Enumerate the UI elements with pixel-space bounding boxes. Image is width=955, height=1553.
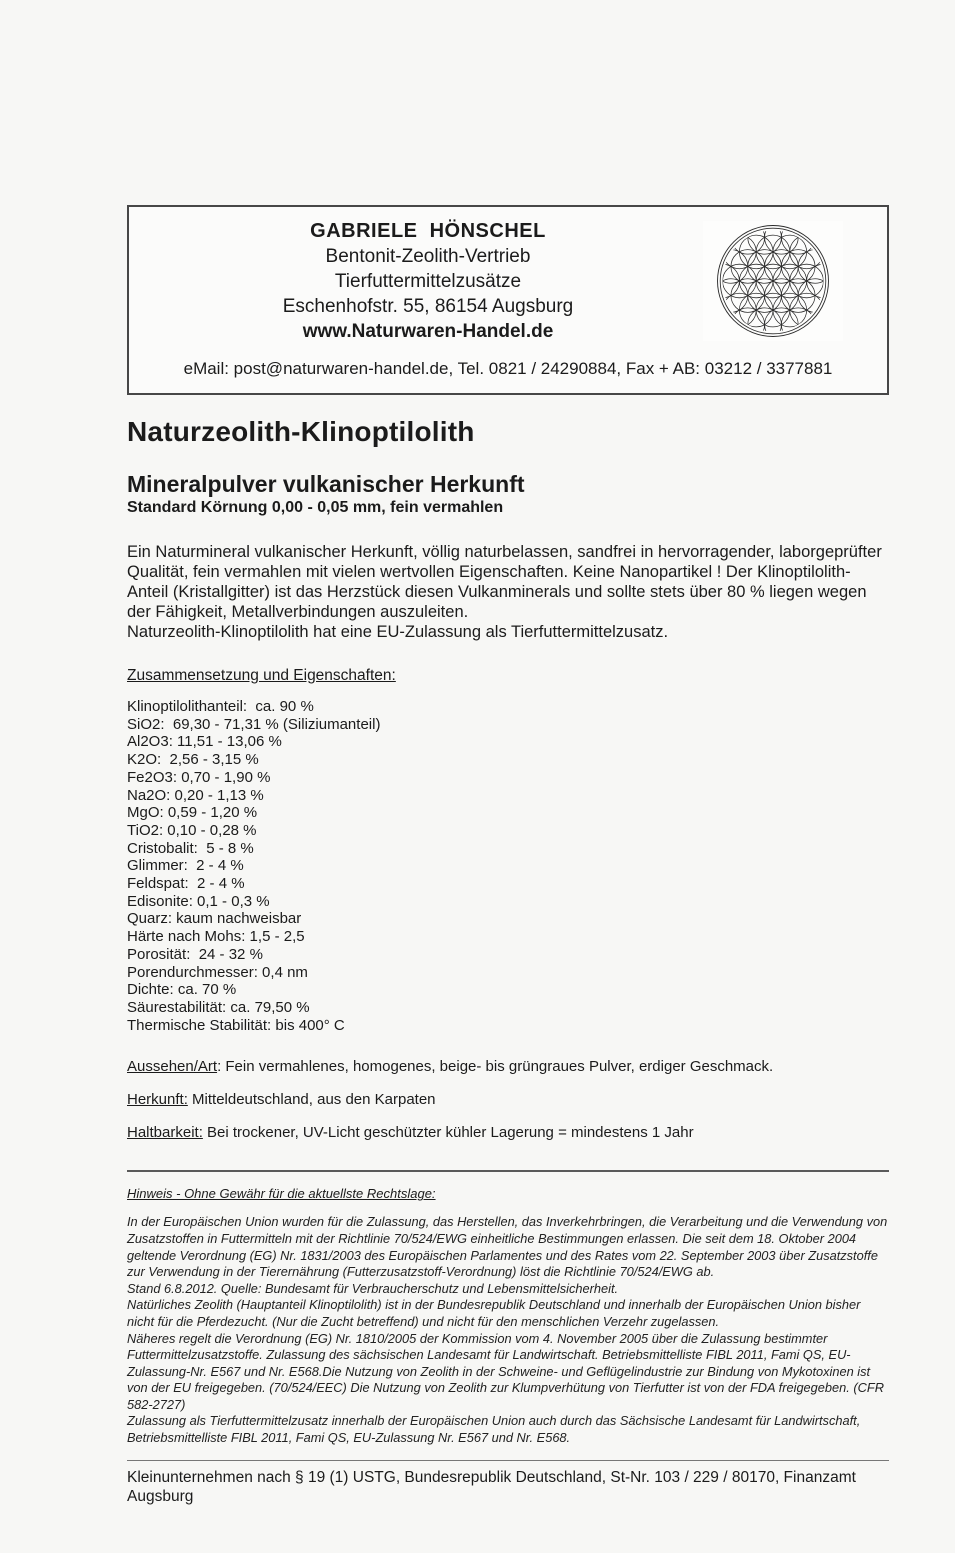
company-line-street: Eschenhofstr. 55, 86154 Augsburg bbox=[282, 296, 574, 317]
intro-paragraph: Naturzeolith-Klinoptilolith hat eine EU-Zulassung als Tierfuttermittelzusatz. bbox=[127, 623, 669, 641]
composition-item: Porendurchmesser: 0,4 nm bbox=[127, 963, 308, 981]
legal-paragraph: In der Europäischen Union wurden für die Zulassung, das Herstellen, das Inverkehrbringen, die Verarbeitung und die Verwendung von Zusatzstoffen in Futtermitteln mit der Richtlinie 70/524/EWG einheitliche Bestimmungen erlassen. Die seit dem 18. Oktober 2004 geltende Verordnung (EG) Nr. 1831/2003 des Europäischen Parlamentes und des Rates vom 22. September 2003 über Zusatzstoffe zur Verwendung in der Tierernährung (Futterzusatzstoff-Verordnung) löst die Richtlinie 70/524/EWG ab. bbox=[127, 1214, 888, 1280]
composition-heading: Zusammensetzung und Eigenschaften: bbox=[127, 667, 396, 684]
company-website: www.Naturwaren-Handel.de bbox=[302, 321, 554, 342]
section-divider-rule bbox=[127, 1170, 889, 1172]
composition-item: Härte nach Mohs: 1,5 - 2,5 bbox=[127, 928, 305, 946]
legal-paragraph: Stand 6.8.2012. Quelle: Bundesamt für Verbraucherschutz und Lebensmittelsicherheit. bbox=[127, 1280, 619, 1296]
composition-item: TiO2: 0,10 - 0,28 % bbox=[127, 821, 257, 839]
composition-item: K2O: 2,56 - 3,15 % bbox=[127, 751, 259, 769]
property-shelf-life bbox=[127, 1123, 889, 1143]
composition-list bbox=[127, 698, 889, 1034]
legal-paragraph: Näheres regelt die Verordnung (EG) Nr. 1810/2005 der Kommission vom 4. November 2005 über die Zulassung bestimmter Futtermittelzusatzstoffe. Zulassung des sächsischen Landesamt für Landwirtschaft. Betriebsmittelliste FIBL 2011, Fami QS, EU-Zulassung-Nr. E567 und Nr. E568.Die Nutzung von Zeolith in der Schweine- und Geflügelindustrie zur Bindung von Mykotoxinen ist von der EU freigegeben. (70/524/EEC) Die Nutzung von Zeolith zur Klumpverhütung von Tierfutter ist von der FDA freigegeben. (CFR 582-2727) bbox=[127, 1330, 884, 1412]
flower-of-life-logo bbox=[703, 221, 843, 341]
composition-item: Porosität: 24 - 32 % bbox=[127, 945, 263, 963]
property-label: Herkunft: bbox=[127, 1091, 188, 1109]
legal-heading: Hinweis - Ohne Gewähr für die aktuellste Rechtslage: bbox=[127, 1186, 436, 1202]
grain-size-line: Standard Körnung 0,00 - 0,05 mm, fein vermahlen bbox=[127, 499, 504, 516]
document-content bbox=[127, 0, 889, 1506]
intro-section bbox=[127, 542, 889, 642]
legal-paragraph: Natürliches Zeolith (Hauptanteil Klinoptilolith) ist in der Bundesrepublik Deutschland und innerhalb der Europäischen Union bisher nicht für die Pferdezucht. (Nur die Zucht betreffend) und nicht für den menschlichen Verzehr zugelassen. bbox=[127, 1297, 861, 1329]
property-value: Mitteldeutschland, aus den Karpaten bbox=[187, 1091, 436, 1109]
company-address-block bbox=[153, 219, 703, 344]
company-name: GABRIELE HÖNSCHEL bbox=[310, 220, 546, 242]
company-header-top bbox=[129, 207, 887, 344]
composition-item: Fe2O3: 0,70 - 1,90 % bbox=[127, 768, 271, 786]
property-appearance bbox=[127, 1057, 889, 1077]
composition-item: Feldspat: 2 - 4 % bbox=[127, 875, 245, 893]
company-header-box bbox=[127, 205, 889, 395]
composition-item: SiO2: 69,30 - 71,31 % (Siliziumanteil) bbox=[127, 715, 381, 733]
composition-item: Edisonite: 0,1 - 0,3 % bbox=[127, 892, 270, 910]
composition-item: Säurestabilität: ca. 79,50 % bbox=[127, 998, 310, 1016]
properties-section bbox=[127, 1057, 889, 1143]
composition-item: Al2O3: 11,51 - 13,06 % bbox=[127, 733, 282, 751]
composition-item: Cristobalit: 5 - 8 % bbox=[127, 839, 254, 857]
property-value: Bei trockener, UV-Licht geschützter kühler Lagerung = mindestens 1 Jahr bbox=[202, 1124, 694, 1142]
composition-item: MgO: 0,59 - 1,20 % bbox=[127, 804, 258, 822]
composition-item: Na2O: 0,20 - 1,13 % bbox=[127, 786, 264, 804]
company-line-products: Tierfuttermittelzusätze bbox=[334, 271, 522, 292]
company-line-business: Bentonit-Zeolith-Vertrieb bbox=[325, 246, 531, 267]
property-origin bbox=[127, 1090, 889, 1110]
property-label: Aussehen/Art bbox=[127, 1058, 218, 1076]
contact-line: eMail: post@naturwaren-handel.de, Tel. 0821 / 24290884, Fax + AB: 03212 / 3377881 bbox=[183, 359, 833, 378]
footer-rule bbox=[127, 1460, 889, 1461]
composition-item: Quarz: kaum nachweisbar bbox=[127, 910, 302, 928]
legal-paragraph: Zulassung als Tierfuttermittelzusatz innerhalb der Europäischen Union auch durch das Sächsische Landesamt für Landwirtschaft, Betriebsmittelliste FIBL 2011, Fami QS, EU-Zulassung Nr. E567 und Nr. E568. bbox=[127, 1413, 861, 1446]
property-value: : Fein vermahlenes, homogenes, beige- bis grüngraues Pulver, erdiger Geschmack. bbox=[217, 1058, 774, 1076]
composition-item: Glimmer: 2 - 4 % bbox=[127, 857, 244, 875]
composition-item: Klinoptilolithanteil: ca. 90 % bbox=[127, 698, 314, 715]
page-subtitle: Mineralpulver vulkanischer Herkunft bbox=[127, 471, 525, 497]
intro-paragraph: Ein Naturmineral vulkanischer Herkunft, völlig naturbelassen, sandfrei in hervorragender, laborgeprüfter Qualität, fein vermahlen mit vielen wertvollen Eigenschaften. Keine Nanopartikel ! Der Klinoptilolith-Anteil (Kristallgitter) ist das Herzstück diesen Vulkanminerals und sollte stets über 80 % liegen wegen der Fähigkeit, Metallverbindungen auszuleiten. bbox=[127, 543, 882, 621]
legal-section bbox=[127, 1214, 889, 1446]
composition-item: Dichte: ca. 70 % bbox=[127, 981, 237, 999]
page-title: Naturzeolith-Klinoptilolith bbox=[127, 416, 475, 447]
composition-item: Thermische Stabilität: bis 400° C bbox=[127, 1016, 345, 1034]
property-label: Haltbarkeit: bbox=[127, 1124, 203, 1142]
footer-tax-line: Kleinunternehmen nach § 19 (1) USTG, Bundesrepublik Deutschland, St-Nr. 103 / 229 / 80170, Finanzamt Augsburg bbox=[127, 1468, 856, 1505]
